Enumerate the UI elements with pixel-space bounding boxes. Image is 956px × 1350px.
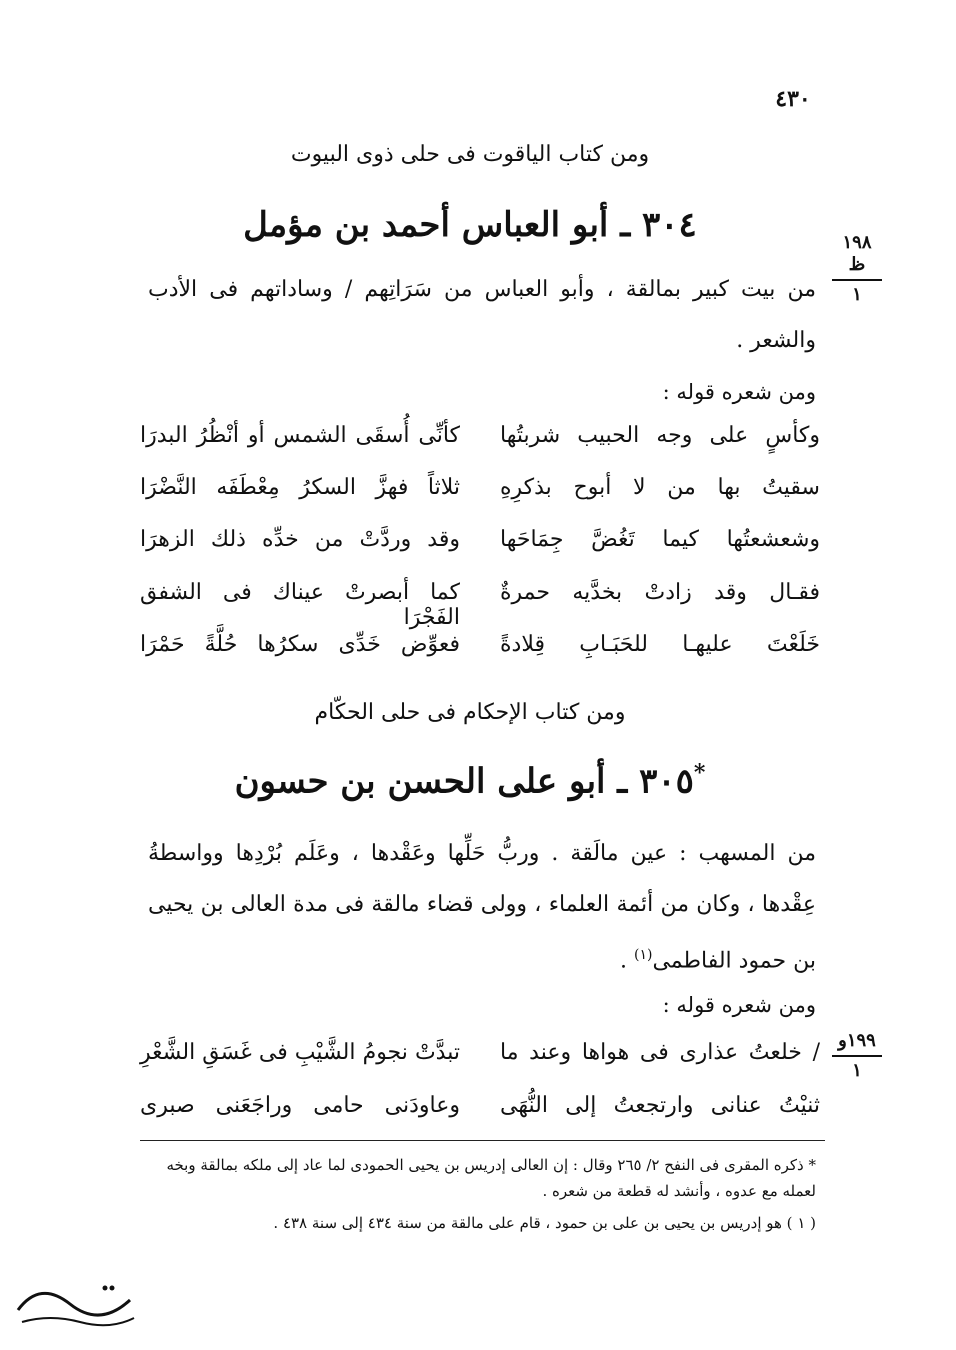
verse-second-hemistich: وقد وردَّتْ من خدِّه ذلك الزهرَا [140, 527, 460, 552]
verse-first-hemistich: / خلعتُ عذارى فى هواها وعند ما [500, 1040, 820, 1065]
section2-paragraph-text: من المسهب : عين مالَقة . وربُّ حَلِّها وعَقْدها ، وعَلَم بُرْدِها وواسطةُ عِقْدها ، وكان من أئمة العلماء ، وولى قضاء مالقة فى مدة العالى بن يحيى بن حمود الفاطمى [148, 841, 816, 974]
verse-line [140, 1093, 820, 1133]
verse-second-hemistich: تبدَّتْ نجومُ الشَّيْبِ فى غَسَقِ الشَّعْرِ [140, 1040, 460, 1065]
section1-title: ٣٠٤ ـ أبو العباس أحمد بن مؤمل [243, 205, 697, 245]
verse-first-hemistich: خَلَعْتَ عليهـا للحَبَـابِ قِلادةً [500, 632, 820, 657]
verse-first-hemistich: وشعشعتُها كيما تَغُضَّ جِمَاحَها [500, 527, 820, 552]
verse-line [140, 632, 820, 672]
verse-line [140, 527, 820, 567]
verse-line [140, 580, 820, 630]
verse-line [140, 423, 820, 463]
verse-line [140, 1040, 820, 1080]
margin-line: ١ [852, 1060, 862, 1081]
page-number: ٤٣٠ [775, 86, 811, 112]
section2-title [150, 760, 790, 801]
section2-title-text: ٣٠٥ ـ أبو على الحسن بن حسون [234, 761, 694, 802]
section1-paragraph: من بيت كبير بمالقة ، وأبو العباس من سَرَاتِهم / وساداتهم فى الأدب والشعر . [148, 277, 816, 353]
section2-poem-intro: ومن شعره قوله : [662, 993, 816, 1017]
verse-first-hemistich: سقيتُ بها من لا أبوح بذكرِهِ [500, 475, 820, 500]
footnote-ref: (١) [633, 947, 653, 963]
section2-paragraph [148, 828, 816, 986]
verse-second-hemistich: وعاودَنى حامى وراجَعَنى صبرى [140, 1093, 460, 1118]
verse-second-hemistich: فعوِّض خَدِّى سكرُها حُلَّةً حَمْرَا [140, 632, 460, 657]
section2-margin-ref [832, 1030, 882, 1082]
paragraph-end: . [619, 948, 634, 974]
margin-line: ١ [852, 284, 862, 305]
verse-second-hemistich: كأنِّى أُسقَى الشمس أو أنْظُرُ البدرَا [140, 423, 460, 448]
verse-first-hemistich: وكأسٍ على وجه الحبيب شربتُها [500, 423, 820, 448]
section1-source: ومن كتاب الياقوت فى حلى ذوى البيوت [290, 142, 650, 167]
verse-second-hemistich: ثلاثاً فهزَّ السكرُ مِعْطَفَه النَّضْرَا [140, 475, 460, 500]
section1-poem-intro: ومن شعره قوله : [662, 380, 816, 404]
section1-margin-ref [832, 232, 882, 306]
section2-source: ومن كتاب الإحكام فى حلى الحكّام [314, 700, 626, 725]
footnote-star-marker: * [693, 760, 706, 786]
footnote-divider [140, 1140, 825, 1141]
margin-folio: ١٩٩و [838, 1030, 876, 1051]
verse-first-hemistich: فقـال وقد زادتْ بخدَّيه حمرةٌ [500, 580, 820, 605]
verse-line [140, 475, 820, 515]
margin-rule [832, 1055, 882, 1057]
publisher-logo [10, 1270, 140, 1340]
verse-second-hemistich: كما أبصرتْ عيناك فى الشفق الفَجْرَا [140, 580, 460, 630]
footnote-1: ( ١ ) هو إدريس بن يحيى بن على بن حمود ، قام على مالقة من سنة ٤٣٤ إلى سنة ٤٣٨ . [273, 1214, 816, 1232]
margin-rule [832, 279, 882, 281]
verse-first-hemistich: ثنيْتُ عنانى وارتجعتُ إلى النُّهَى [500, 1093, 820, 1118]
footnote-star: * ذكره المقرى فى النفح ٢/ ٢٦٥ وقال : إن العالى إدريس بن يحيى الحمودى لما عاد إلى ملكه بمالقة وبخه لعمله مع عدوه ، وأنشد له قطعة من شعره . [166, 1156, 816, 1200]
margin-folio: ١٩٨ ظ [842, 232, 872, 275]
